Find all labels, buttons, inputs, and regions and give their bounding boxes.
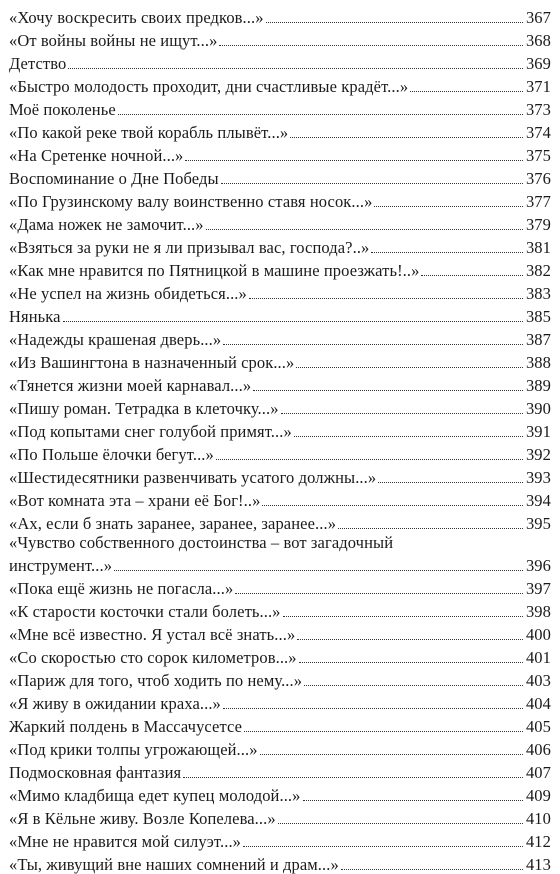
toc-entry-page-number: 403 — [525, 671, 551, 690]
toc-entry — [9, 326, 551, 349]
dot-leader — [243, 838, 523, 847]
toc-entry — [9, 303, 551, 326]
dot-leader — [221, 175, 523, 184]
toc-entry — [9, 27, 551, 50]
dot-leader — [223, 700, 523, 709]
dot-leader — [304, 677, 523, 686]
toc-entry — [9, 211, 551, 234]
toc-entry — [9, 234, 551, 257]
toc-entry-title: «Хочу воскресить своих предков...» — [9, 8, 264, 27]
dot-leader — [371, 244, 523, 253]
toc-entry — [9, 851, 551, 874]
dot-leader — [297, 631, 523, 640]
toc-entry-title: «Не успел на жизнь обидеться...» — [9, 284, 247, 303]
dot-leader — [262, 497, 522, 506]
toc-entry — [9, 644, 551, 667]
toc-entry-title: «По Польше ёлочки бегут...» — [9, 445, 214, 464]
dot-leader — [378, 474, 523, 483]
toc-entry — [9, 759, 551, 782]
toc-entry-title: инструмент...» — [9, 556, 113, 575]
dot-leader — [278, 815, 523, 824]
toc-entry — [9, 464, 551, 487]
dot-leader — [219, 37, 522, 46]
toc-entry — [9, 349, 551, 372]
dot-leader — [114, 562, 523, 571]
dot-leader — [303, 792, 523, 801]
toc-entry — [9, 690, 551, 713]
toc-entry — [9, 119, 551, 142]
toc-entry — [9, 828, 551, 851]
dot-leader — [341, 861, 523, 870]
toc-entry-page-number: 404 — [525, 694, 551, 713]
toc-entry-title: «Я живу в ожидании краха...» — [9, 694, 221, 713]
toc-entry-continuation — [9, 553, 551, 575]
toc-entry — [9, 50, 551, 73]
toc-entry — [9, 257, 551, 280]
toc-entry — [9, 73, 551, 96]
toc-entry-title: «Дама ножек не замочит...» — [9, 215, 204, 234]
dot-leader — [281, 405, 523, 414]
dot-leader — [223, 336, 523, 345]
toc-entry-page-number: 382 — [525, 261, 551, 280]
toc-entry-title: «Мимо кладбища едет купец молодой...» — [9, 786, 301, 805]
toc-entry-title: «Быстро молодость проходит, дни счастливые крадёт...» — [9, 77, 409, 96]
toc-entry-page-number: 377 — [525, 192, 551, 211]
dot-leader — [253, 382, 523, 391]
dot-leader — [249, 290, 523, 299]
toc-entry-page-number: 390 — [525, 399, 551, 418]
toc-entry-title: Воспоминание о Дне Победы — [9, 169, 219, 188]
toc-entry-title: «На Сретенке ночной...» — [9, 146, 184, 165]
dot-leader — [118, 106, 523, 115]
toc-entry-page-number: 396 — [525, 556, 551, 575]
toc-entry — [9, 621, 551, 644]
dot-leader — [299, 654, 523, 663]
toc-entry-title: Детство — [9, 54, 67, 73]
toc-entry-title: «По Грузинскому валу воинственно ставя носок...» — [9, 192, 373, 211]
toc-entry-title: «Из Вашингтона в назначенный срок...» — [9, 353, 295, 372]
toc-entry-page-number: 387 — [525, 330, 551, 349]
toc-entry-title: «Мне всё известно. Я устал всё знать...» — [9, 625, 296, 644]
toc-entry — [9, 188, 551, 211]
dot-leader — [185, 152, 523, 161]
toc-entry-page-number: 376 — [525, 169, 551, 188]
toc-entry — [9, 280, 551, 303]
dot-leader — [294, 428, 523, 437]
dot-leader — [68, 60, 523, 69]
toc-entry-title: «Вот комната эта – храни её Бог!..» — [9, 491, 261, 510]
toc-entry-page-number: 392 — [525, 445, 551, 464]
toc-entry — [9, 736, 551, 759]
toc-entry-page-number: 407 — [525, 763, 551, 782]
toc-entry — [9, 598, 551, 621]
toc-entry — [9, 782, 551, 805]
toc-entry — [9, 441, 551, 464]
toc-entry-title: «Чувство собственного достоинства – вот загадочный — [9, 533, 394, 552]
toc-entry-title: «К старости косточки стали болеть...» — [9, 602, 281, 621]
toc-entry-title: «Пока ещё жизнь не погасла...» — [9, 579, 234, 598]
toc-entry-title: «Ты, живущий вне наших сомнений и драм...» — [9, 855, 339, 874]
toc-entry-page-number: 373 — [525, 100, 551, 119]
toc-entry — [9, 142, 551, 165]
dot-leader — [410, 83, 523, 92]
toc-entry — [9, 418, 551, 441]
dot-leader — [296, 359, 523, 368]
toc-entry-page-number: 369 — [525, 54, 551, 73]
toc-entry-title: «Надежды крашеная дверь...» — [9, 330, 222, 349]
toc-entry — [9, 395, 551, 418]
toc-entry-page-number: 389 — [525, 376, 551, 395]
dot-leader — [235, 585, 523, 594]
toc-entry-page-number: 409 — [525, 786, 551, 805]
toc-entry-title: «Со скоростью сто сорок километров...» — [9, 648, 297, 667]
toc-entry — [9, 165, 551, 188]
toc-entry-page-number: 367 — [525, 8, 551, 27]
toc-entry-page-number: 412 — [525, 832, 551, 851]
dot-leader — [338, 520, 523, 529]
toc-entry-page-number: 383 — [525, 284, 551, 303]
toc-entry — [9, 667, 551, 690]
toc-entry-page-number: 379 — [525, 215, 551, 234]
dot-leader — [374, 198, 523, 207]
toc-entry-title: Жаркий полдень в Массачусетсе — [9, 717, 243, 736]
toc-entry — [9, 510, 551, 533]
dot-leader — [63, 313, 523, 322]
toc-entry-title: «Шестидесятники развенчивать усатого должны...» — [9, 468, 377, 487]
toc-entry-page-number: 371 — [525, 77, 551, 96]
toc-entry-page-number: 398 — [525, 602, 551, 621]
toc-entry-title: «Ах, если б знать заранее, заранее, заранее...» — [9, 514, 337, 533]
toc-entry-page-number: 406 — [525, 740, 551, 759]
toc-entry — [9, 713, 551, 736]
toc-entry — [9, 487, 551, 510]
dot-leader — [206, 221, 523, 230]
toc-entry-page-number: 385 — [525, 307, 551, 326]
dot-leader — [260, 746, 523, 755]
dot-leader — [183, 769, 523, 778]
toc-entry-title: «Взяться за руки не я ли призывал вас, господа?..» — [9, 238, 370, 257]
dot-leader — [244, 723, 523, 732]
toc-entry — [9, 575, 551, 598]
toc-entry-page-number: 401 — [525, 648, 551, 667]
toc-entry-page-number: 395 — [525, 514, 551, 533]
toc-entry-title: «От войны войны не ищут...» — [9, 31, 218, 50]
toc-entry-title: «Под крики толпы угрожающей...» — [9, 740, 258, 759]
toc-entry-title: Нянька — [9, 307, 61, 326]
toc-entry-title: «Тянется жизни моей карнавал...» — [9, 376, 252, 395]
toc-entry — [9, 805, 551, 828]
toc-entry-page-number: 400 — [525, 625, 551, 644]
toc-entry-title: Моё поколенье — [9, 100, 116, 119]
toc-entry-page-number: 388 — [525, 353, 551, 372]
toc-entry-title: «Мне не нравится мой силуэт...» — [9, 832, 242, 851]
table-of-contents — [9, 4, 551, 874]
toc-entry-page-number: 368 — [525, 31, 551, 50]
toc-entry — [9, 533, 551, 575]
toc-entry-page-number: 405 — [525, 717, 551, 736]
toc-entry-title: «Под копытами снег голубой примят...» — [9, 422, 292, 441]
toc-entry-title: Подмосковная фантазия — [9, 763, 182, 782]
toc-entry — [9, 372, 551, 395]
toc-entry-page-number: 391 — [525, 422, 551, 441]
dot-leader — [421, 267, 522, 276]
toc-entry-title: «Париж для того, чтоб ходить по нему...» — [9, 671, 303, 690]
toc-entry-page-number: 393 — [525, 468, 551, 487]
toc-entry-page-number: 374 — [525, 123, 551, 142]
toc-entry-title: «Я в Кёльне живу. Возле Копелева...» — [9, 809, 276, 828]
toc-entry-page-number: 394 — [525, 491, 551, 510]
toc-entry — [9, 4, 551, 27]
toc-entry-page-number: 397 — [525, 579, 551, 598]
toc-entry-page-number: 413 — [525, 855, 551, 874]
toc-entry-page-number: 381 — [525, 238, 551, 257]
toc-entry-title: «Как мне нравится по Пятницкой в машине проезжать!..» — [9, 261, 420, 280]
toc-entry-page-number: 375 — [525, 146, 551, 165]
dot-leader — [266, 14, 523, 23]
toc-entry — [9, 96, 551, 119]
dot-leader — [290, 129, 523, 138]
toc-entry-page-number: 410 — [525, 809, 551, 828]
dot-leader — [216, 451, 523, 460]
dot-leader — [283, 608, 523, 617]
toc-entry-title: «По какой реке твой корабль плывёт...» — [9, 123, 289, 142]
toc-entry-title: «Пишу роман. Тетрадка в клеточку...» — [9, 399, 279, 418]
